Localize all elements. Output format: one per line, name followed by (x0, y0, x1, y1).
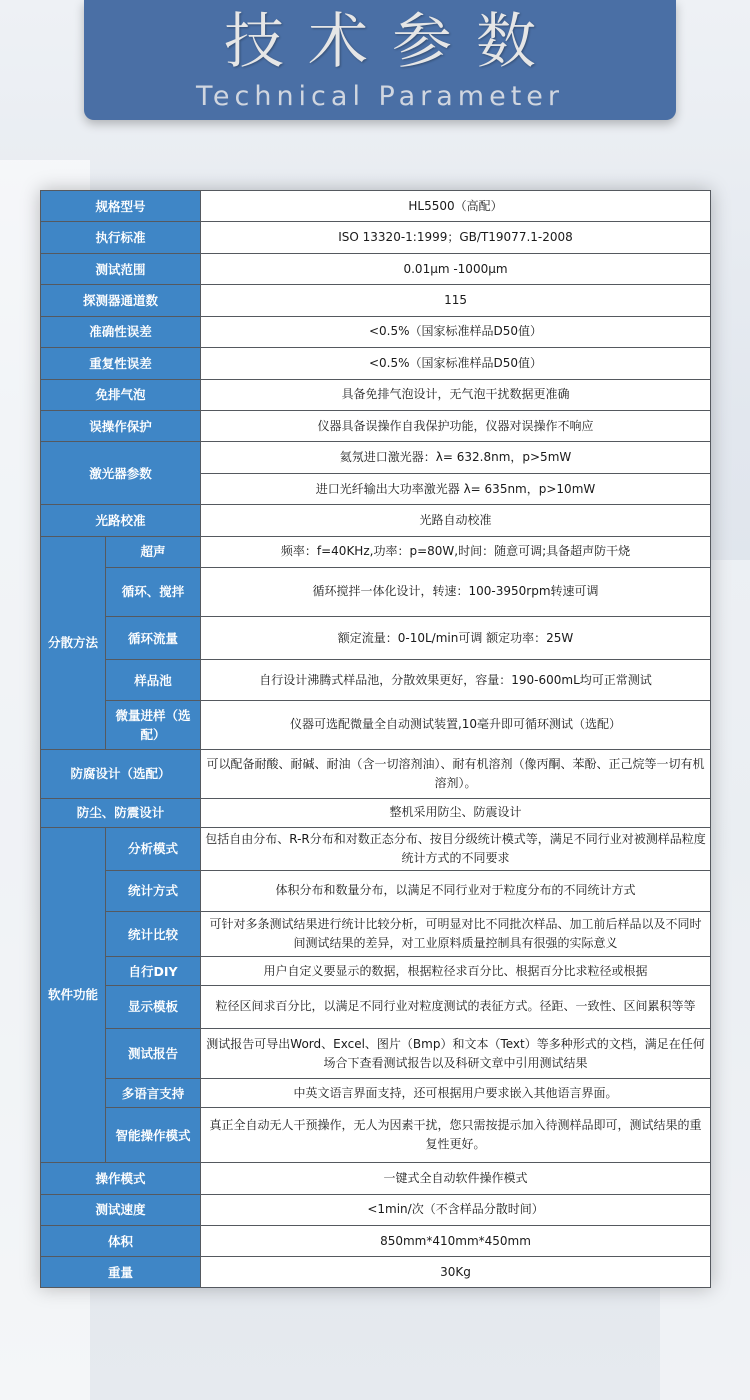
row-value: 115 (201, 285, 711, 316)
row-label: 多语言支持 (106, 1078, 201, 1107)
row-value: 可以配备耐酸、耐碱、耐油（含一切溶剂油）、耐有机溶剂（像丙酮、苯酚、正己烷等一切有机溶剂）。 (201, 749, 711, 799)
row-label: 自行DIY (106, 957, 201, 985)
row-label: 免排气泡 (41, 379, 201, 410)
table-row (41, 1257, 711, 1288)
row-value: 30Kg (201, 1257, 711, 1288)
table-row (41, 316, 711, 347)
row-value: 0.01μm -1000μm (201, 253, 711, 284)
row-value: ISO 13320-1:1999；GB/T19077.1-2008 (201, 222, 711, 253)
header-banner (84, 0, 676, 120)
spec-table (40, 190, 711, 1288)
table-row (41, 1029, 711, 1079)
row-value: 进口光纤输出大功率激光器 λ= 635nm，p>10mW (201, 473, 711, 504)
row-value: 频率：f=40KHz,功率：p=80W,时间：随意可调;具备超声防干烧 (201, 536, 711, 567)
row-value: 仪器可选配微量全自动测试装置,10毫升即可循环测试（选配） (201, 700, 711, 749)
row-label: 分析模式 (106, 827, 201, 871)
table-row (41, 616, 711, 660)
row-value: 测试报告可导出Word、Excel、图片（Bmp）和文本（Text）等多种形式的文档，满足在任何场合下查看测试报告以及科研文章中引用测试结果 (201, 1029, 711, 1079)
row-label: 防尘、防震设计 (41, 799, 201, 827)
row-value: 自行设计沸腾式样品池，分散效果更好，容量：190-600mL均可正常测试 (201, 660, 711, 701)
row-value: 体积分布和数量分布，以满足不同行业对于粒度分布的不同统计方式 (201, 871, 711, 912)
row-label: 重量 (41, 1257, 201, 1288)
row-value: <0.5%（国家标准样品D50值） (201, 316, 711, 347)
row-label: 探测器通道数 (41, 285, 201, 316)
row-value: HL5500（高配） (201, 191, 711, 222)
row-value: 850mm*410mm*450mm (201, 1225, 711, 1256)
table-row (41, 536, 711, 567)
table-row (41, 749, 711, 799)
row-value: <0.5%（国家标准样品D50值） (201, 348, 711, 379)
table-row (41, 442, 711, 473)
row-label: 重复性误差 (41, 348, 201, 379)
row-label: 规格型号 (41, 191, 201, 222)
table-row (41, 222, 711, 253)
table-row (41, 799, 711, 827)
row-value: 额定流量：0-10L/min可调 额定功率：25W (201, 616, 711, 660)
row-value: 循环搅拌一体化设计，转速：100-3950rpm转速可调 (201, 568, 711, 617)
table-row (41, 700, 711, 749)
row-label: 误操作保护 (41, 410, 201, 441)
row-label: 循环、搅拌 (106, 568, 201, 617)
table-row (41, 827, 711, 871)
table-row (41, 505, 711, 536)
row-label: 激光器参数 (41, 442, 201, 505)
row-value: 可针对多条测试结果进行统计比较分析，可明显对比不同批次样品、加工前后样品以及不同时间测试结果的差异，对工业原料质量控制具有很强的实际意义 (201, 911, 711, 957)
row-label: 测试范围 (41, 253, 201, 284)
table-row (41, 871, 711, 912)
row-value: 光路自动校准 (201, 505, 711, 536)
row-value: 一键式全自动软件操作模式 (201, 1163, 711, 1194)
table-row (41, 1225, 711, 1256)
table-row (41, 985, 711, 1029)
page-subtitle: Technical Parameter (195, 81, 565, 112)
table-row (41, 1108, 711, 1163)
row-label: 超声 (106, 536, 201, 567)
row-label: 循环流量 (106, 616, 201, 660)
table-row (41, 410, 711, 441)
row-value: 具备免排气泡设计，无气泡干扰数据更准确 (201, 379, 711, 410)
row-value: <1min/次（不含样品分散时间） (201, 1194, 711, 1225)
row-label: 显示模板 (106, 985, 201, 1029)
page-title: 技术参数 (224, 7, 560, 77)
row-label: 测试速度 (41, 1194, 201, 1225)
row-value: 仪器具备误操作自我保护功能，仪器对误操作不响应 (201, 410, 711, 441)
row-value: 中英文语言界面支持，还可根据用户要求嵌入其他语言界面。 (201, 1078, 711, 1107)
table-row (41, 285, 711, 316)
row-label: 准确性误差 (41, 316, 201, 347)
table-row (41, 379, 711, 410)
row-label: 统计方式 (106, 871, 201, 912)
table-row (41, 1078, 711, 1107)
row-label: 光路校准 (41, 505, 201, 536)
row-value: 整机采用防尘、防震设计 (201, 799, 711, 827)
row-value: 粒径区间求百分比，以满足不同行业对粒度测试的表征方式。径距、一致性、区间累积等等 (201, 985, 711, 1029)
table-row (41, 253, 711, 284)
table-row (41, 191, 711, 222)
row-label: 智能操作模式 (106, 1108, 201, 1163)
group-label: 分散方法 (41, 536, 106, 749)
table-row (41, 957, 711, 985)
row-label: 防腐设计（选配） (41, 749, 201, 799)
group-label: 软件功能 (41, 827, 106, 1163)
table-row (41, 1163, 711, 1194)
table-row (41, 568, 711, 617)
row-label: 统计比较 (106, 911, 201, 957)
table-row (41, 348, 711, 379)
row-value: 真正全自动无人干预操作，无人为因素干扰，您只需按提示加入待测样品即可，测试结果的重复性更好。 (201, 1108, 711, 1163)
row-label: 执行标准 (41, 222, 201, 253)
row-label: 测试报告 (106, 1029, 201, 1079)
row-label: 体积 (41, 1225, 201, 1256)
row-value: 氦氖进口激光器：λ= 632.8nm，p>5mW (201, 442, 711, 473)
row-label: 微量进样（选配） (106, 700, 201, 749)
row-value: 用户自定义要显示的数据，根据粒径求百分比、根据百分比求粒径或根据 (201, 957, 711, 985)
row-value: 包括自由分布、R-R分布和对数正态分布、按目分级统计模式等，满足不同行业对被测样品粒度统计方式的不同要求 (201, 827, 711, 871)
row-label: 样品池 (106, 660, 201, 701)
table-row (41, 911, 711, 957)
row-label: 操作模式 (41, 1163, 201, 1194)
table-row (41, 1194, 711, 1225)
table-row (41, 660, 711, 701)
